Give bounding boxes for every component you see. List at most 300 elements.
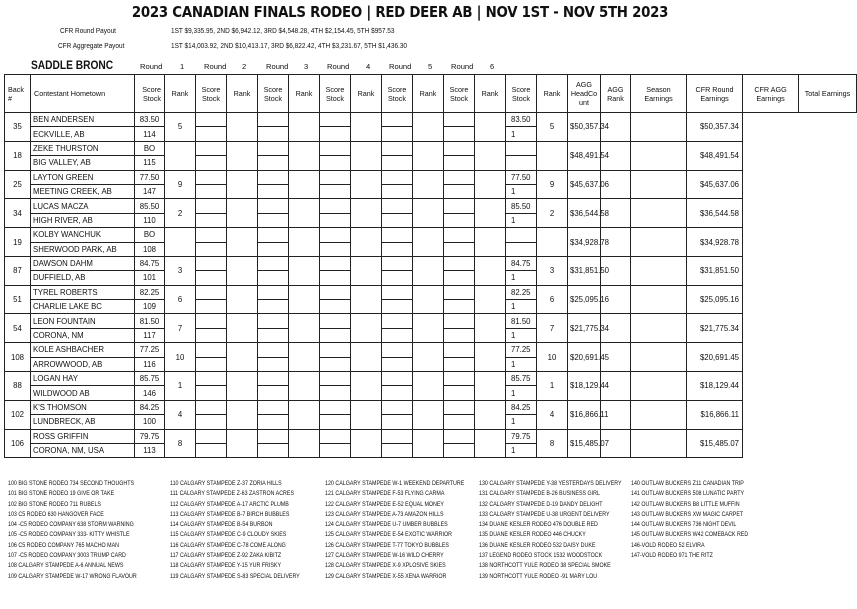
- round5-score: [382, 400, 413, 414]
- round2-score: [196, 113, 227, 127]
- contestant-hometown: CORONA, NM: [31, 328, 135, 342]
- round3-rank: [289, 141, 320, 170]
- round5-stock: [382, 242, 413, 256]
- round3-stock: [258, 184, 289, 198]
- round6-stock: [444, 271, 475, 285]
- round6-rank: [475, 343, 506, 372]
- back-number: 54: [5, 314, 31, 343]
- back-number: 51: [5, 285, 31, 314]
- contestant-hometown: CORONA, NM, USA: [31, 443, 135, 457]
- round2-score: [196, 314, 227, 328]
- round4-rank: [351, 314, 382, 343]
- agg-score: 85.50: [506, 199, 537, 213]
- round3-rank: [289, 343, 320, 372]
- total-earnings: $48,491.54: [687, 141, 743, 170]
- round1-stock: 115: [135, 156, 165, 170]
- round4-stock: [320, 156, 351, 170]
- agg-rank: 8: [537, 429, 568, 458]
- round2-rank: [227, 343, 258, 372]
- stock-legend-item: 123 CALGARY STAMPEDE A-73 AMAZON HILLS: [325, 510, 444, 518]
- agg-rank: 10: [537, 343, 568, 372]
- round4-score: [320, 199, 351, 213]
- round6-score: [444, 400, 475, 414]
- stock-legend-item: 136 DUANE KESLER RODEO 532 DAISY DUKE: [479, 541, 596, 549]
- round6-score: [444, 141, 475, 155]
- cfr-agg-earnings: [631, 343, 687, 372]
- round6-score: [444, 113, 475, 127]
- table-row: [5, 113, 857, 127]
- round4-stock: [320, 386, 351, 400]
- round2-stock: [196, 328, 227, 342]
- stock-legend-item: 100 BIG STONE RODEO 734 SECOND THOUGHTS: [8, 480, 135, 487]
- round6-stock: [444, 127, 475, 141]
- agg-count: 1: [506, 184, 537, 198]
- round5-rank: [413, 141, 444, 170]
- round5-score: [382, 429, 413, 443]
- round5-stock: [382, 386, 413, 400]
- round3-stock: [258, 300, 289, 314]
- round4-rank: [351, 141, 382, 170]
- round2-rank: [227, 141, 258, 170]
- round-label: Round: [204, 62, 227, 71]
- round3-score: [258, 314, 289, 328]
- round6-stock: [444, 242, 475, 256]
- back-number: 19: [5, 228, 31, 257]
- stock-legend-column: [631, 479, 748, 561]
- season-earnings: $20,691.45: [568, 343, 601, 372]
- round6-stock: [444, 328, 475, 342]
- season-earnings: $48,491.54: [568, 141, 601, 170]
- table-row: [5, 228, 857, 242]
- round2-stock: [196, 357, 227, 371]
- agg-score: [506, 228, 537, 242]
- stock-legend-item: 137 LEGEND RODEO STOCK 1532 WOODSTOCK: [479, 552, 603, 560]
- round5-rank: [413, 256, 444, 285]
- stock-legend-item: 132 CALGARY STAMPEDE D-19 DANDY DELIGHT: [479, 500, 603, 508]
- header-score-stock: Score Stock: [382, 75, 413, 113]
- round2-rank: [227, 256, 258, 285]
- stock-legend-item: 133 CALGARY STAMPEDE U-38 URGENT DELIVERY: [479, 510, 610, 518]
- round6-stock: [444, 415, 475, 429]
- agg-count: 1: [506, 213, 537, 227]
- contestant-name: ZEKE THURSTON: [31, 141, 135, 155]
- round-payout-value: 1ST $9,335.95, 2ND $6,942.12, 3RD $4,548.28, 4TH $2,154.45, 5TH $957.53: [171, 26, 395, 35]
- round3-rank: [289, 170, 320, 199]
- round3-score: [258, 256, 289, 270]
- stock-legend-item: 102 BIG STONE RODEO 711 RUBELS: [8, 500, 101, 508]
- round5-rank: [413, 170, 444, 199]
- round1-rank: 10: [165, 343, 196, 372]
- round4-stock: [320, 443, 351, 457]
- round6-rank: [475, 429, 506, 458]
- round2-score: [196, 285, 227, 299]
- season-earnings: $18,129.44: [568, 372, 601, 401]
- contestant-hometown: MEETING CREEK, AB: [31, 184, 135, 198]
- agg-rank: [537, 228, 568, 257]
- round3-score: [258, 199, 289, 213]
- round6-rank: [475, 113, 506, 142]
- round-payout-label: CFR Round Payout: [60, 26, 116, 35]
- round2-rank: [227, 429, 258, 458]
- round6-rank: [475, 256, 506, 285]
- season-earnings: $50,357.34: [568, 113, 601, 142]
- round5-rank: [413, 199, 444, 228]
- table-row: [5, 141, 857, 155]
- cfr-agg-earnings: [631, 372, 687, 401]
- round2-stock: [196, 386, 227, 400]
- stock-legend-item: 122 CALGARY STAMPEDE E-52 EQUAL MONEY: [325, 500, 444, 508]
- results-table: [4, 74, 857, 458]
- stock-legend-item: 129 CALGARY STAMPEDE X-55 XENA WARRIOR: [325, 572, 447, 580]
- cfr-agg-earnings: [631, 228, 687, 257]
- round6-score: [444, 429, 475, 443]
- round3-stock: [258, 242, 289, 256]
- contestant-hometown: LUNDBRECK, AB: [31, 415, 135, 429]
- total-earnings: $31,851.50: [687, 256, 743, 285]
- round4-stock: [320, 415, 351, 429]
- round1-score: 84.75: [135, 256, 165, 270]
- header-cfr-round-earnings: CFR Round Earnings: [687, 75, 743, 113]
- round2-score: [196, 400, 227, 414]
- stock-legend-item: 118 CALGARY STAMPEDE Y-15 YUR FRISKY: [170, 562, 282, 570]
- round4-score: [320, 170, 351, 184]
- stock-legend-item: 107 -C5 RODEO COMPANY 3003 TRUMP CARD: [8, 552, 126, 560]
- round4-score: [320, 141, 351, 155]
- stock-legend-item: 130 CALGARY STAMPEDE Y-38 YESTERDAYS DELIVERY: [479, 480, 622, 487]
- header-score-stock: Score Stock: [506, 75, 537, 113]
- contestant-name: ROSS GRIFFIN: [31, 429, 135, 443]
- stock-legend-item: 134 DUANE KESLER RODEO 476 DOUBLE RED: [479, 521, 598, 529]
- contestant-hometown: CHARLIE LAKE BC: [31, 300, 135, 314]
- round5-score: [382, 113, 413, 127]
- agg-rank: 4: [537, 400, 568, 429]
- round1-score: 85.75: [135, 372, 165, 386]
- round3-score: [258, 429, 289, 443]
- round3-rank: [289, 285, 320, 314]
- contestant-hometown: DUFFIELD, AB: [31, 271, 135, 285]
- round5-rank: [413, 429, 444, 458]
- round6-rank: [475, 400, 506, 429]
- round2-stock: [196, 271, 227, 285]
- contestant-hometown: HIGH RIVER, AB: [31, 213, 135, 227]
- round4-stock: [320, 300, 351, 314]
- round3-score: [258, 228, 289, 242]
- round4-score: [320, 256, 351, 270]
- round4-stock: [320, 328, 351, 342]
- cfr-agg-earnings: [631, 429, 687, 458]
- round1-stock: 147: [135, 184, 165, 198]
- round3-rank: [289, 400, 320, 429]
- total-earnings: $45,637.06: [687, 170, 743, 199]
- round1-stock: 101: [135, 271, 165, 285]
- round1-rank: 9: [165, 170, 196, 199]
- results-body: [5, 113, 857, 458]
- round5-stock: [382, 271, 413, 285]
- stock-legend-item: 138 NORTHCOTT YULE RODEO 38 SPECIAL SMOKE: [479, 562, 611, 570]
- round2-score: [196, 141, 227, 155]
- round2-score: [196, 429, 227, 443]
- round6-score: [444, 314, 475, 328]
- agg-count: 1: [506, 357, 537, 371]
- round3-rank: [289, 256, 320, 285]
- round6-stock: [444, 300, 475, 314]
- header-contestant: Contestant Hometown: [31, 75, 135, 113]
- round5-score: [382, 372, 413, 386]
- contestant-hometown: ARROWWOOD, AB: [31, 357, 135, 371]
- round1-rank: 7: [165, 314, 196, 343]
- round5-score: [382, 141, 413, 155]
- contestant-hometown: WILDWOOD AB: [31, 386, 135, 400]
- stock-legend-item: 120 CALGARY STAMPEDE W-1 WEEKEND DEPARTURE: [325, 480, 465, 487]
- header-rank: Rank: [413, 75, 444, 113]
- agg-count: 1: [506, 443, 537, 457]
- round1-rank: 1: [165, 372, 196, 401]
- agg-rank: 1: [537, 372, 568, 401]
- season-earnings: $25,095.16: [568, 285, 601, 314]
- round4-rank: [351, 372, 382, 401]
- round1-stock: 108: [135, 242, 165, 256]
- agg-count: 1: [506, 415, 537, 429]
- round2-rank: [227, 228, 258, 257]
- contestant-name: KOLE ASHBACHER: [31, 343, 135, 357]
- round5-rank: [413, 314, 444, 343]
- round1-rank: 6: [165, 285, 196, 314]
- stock-legend-item: 105 -C5 RODEO COMPANY 333- KITTY WHISTLE: [8, 531, 130, 539]
- cfr-agg-earnings: [631, 199, 687, 228]
- round3-score: [258, 285, 289, 299]
- total-earnings: $15,485.07: [687, 429, 743, 458]
- cfr-agg-earnings: [631, 256, 687, 285]
- contestant-name: LOGAN HAY: [31, 372, 135, 386]
- round-label: Round: [451, 62, 474, 71]
- round4-score: [320, 113, 351, 127]
- round1-rank: 3: [165, 256, 196, 285]
- agg-count: 1: [506, 328, 537, 342]
- stock-legend-item: 125 CALGARY STAMPEDE E-54 EXOTIC WARRIOR: [325, 531, 452, 539]
- header-row: [5, 75, 857, 113]
- header-back: Back #: [5, 75, 31, 113]
- agg-score: 79.75: [506, 429, 537, 443]
- contestant-name: BEN ANDERSEN: [31, 113, 135, 127]
- round6-score: [444, 343, 475, 357]
- round4-rank: [351, 199, 382, 228]
- stock-legend-item: 142 OUTLAW BUCKERS B8 LITTLE MUFFIN: [631, 500, 740, 508]
- agg-score: 81.50: [506, 314, 537, 328]
- contestant-hometown: BIG VALLEY, AB: [31, 156, 135, 170]
- cfr-agg-earnings: [631, 314, 687, 343]
- stock-legend-item: 108 CALGARY STAMPEDE A-6 ANNUAL NEWS: [8, 562, 124, 570]
- round3-rank: [289, 228, 320, 257]
- round6-score: [444, 228, 475, 242]
- round1-score: 83.50: [135, 113, 165, 127]
- round1-score: 85.50: [135, 199, 165, 213]
- round5-stock: [382, 213, 413, 227]
- round6-score: [444, 256, 475, 270]
- round3-score: [258, 343, 289, 357]
- round3-stock: [258, 156, 289, 170]
- stock-legend-item: 111 CALGARY STAMPEDE Z-63 ZASTRON ACRES: [170, 490, 295, 498]
- contestant-name: DAWSON DAHM: [31, 256, 135, 270]
- header-rank: Rank: [351, 75, 382, 113]
- round1-stock: 113: [135, 443, 165, 457]
- header-season-earnings: Season Earnings: [631, 75, 687, 113]
- stock-legend-item: 127 CALGARY STAMPEDE W-16 WILD CHERRY: [325, 552, 444, 560]
- round4-score: [320, 429, 351, 443]
- round1-stock: 116: [135, 357, 165, 371]
- back-number: 18: [5, 141, 31, 170]
- round6-rank: [475, 314, 506, 343]
- page-title: 2023 CANADIAN FINALS RODEO | RED DEER AB | NOV 1ST - NOV 5TH 2023: [131, 3, 669, 21]
- agg-rank: [537, 141, 568, 170]
- round1-score: BO: [135, 141, 165, 155]
- round2-rank: [227, 372, 258, 401]
- total-earnings: $25,095.16: [687, 285, 743, 314]
- round5-score: [382, 228, 413, 242]
- round2-stock: [196, 127, 227, 141]
- round6-rank: [475, 141, 506, 170]
- cfr-agg-earnings: [631, 170, 687, 199]
- stock-legend-item: 121 CALGARY STAMPEDE F-53 FLYING CARMA: [325, 490, 445, 498]
- agg-count: 1: [506, 271, 537, 285]
- round4-stock: [320, 127, 351, 141]
- agg-rank: 7: [537, 314, 568, 343]
- round6-stock: [444, 156, 475, 170]
- round5-stock: [382, 184, 413, 198]
- aggregate-payout-label: CFR Aggregate Payout: [58, 41, 125, 50]
- header-cfr-agg-earnings: CFR AGG Earnings: [743, 75, 799, 113]
- stock-legend-item: 116 CALGARY STAMPEDE C-78 COME ALONG: [170, 541, 286, 549]
- round2-score: [196, 228, 227, 242]
- round5-score: [382, 285, 413, 299]
- table-row: [5, 314, 857, 328]
- round3-stock: [258, 271, 289, 285]
- round2-stock: [196, 184, 227, 198]
- agg-count: 1: [506, 127, 537, 141]
- season-earnings: $21,775.34: [568, 314, 601, 343]
- stock-legend-column: [170, 479, 300, 582]
- header-rank: Rank: [537, 75, 568, 113]
- round5-stock: [382, 156, 413, 170]
- round1-rank: [165, 228, 196, 257]
- round2-stock: [196, 443, 227, 457]
- stock-legend-column: [8, 479, 137, 582]
- round4-stock: [320, 357, 351, 371]
- agg-rank: 6: [537, 285, 568, 314]
- season-earnings: $34,928.78: [568, 228, 601, 257]
- round2-stock: [196, 300, 227, 314]
- agg-score: [506, 141, 537, 155]
- contestant-hometown: ECKVILLE, AB: [31, 127, 135, 141]
- round4-stock: [320, 242, 351, 256]
- round6-rank: [475, 285, 506, 314]
- round5-stock: [382, 127, 413, 141]
- round2-stock: [196, 213, 227, 227]
- round6-rank: [475, 170, 506, 199]
- round3-stock: [258, 127, 289, 141]
- contestant-name: LAYTON GREEN: [31, 170, 135, 184]
- round4-rank: [351, 256, 382, 285]
- round6-rank: [475, 228, 506, 257]
- round3-score: [258, 372, 289, 386]
- round-label: Round: [327, 62, 350, 71]
- round2-rank: [227, 400, 258, 429]
- round1-score: 81.50: [135, 314, 165, 328]
- stock-legend-item: 104 -C5 RODEO COMPANY 638 STORM WARNING: [8, 521, 134, 529]
- aggregate-payout-value: 1ST $14,003.92, 2ND $10,413.17, 3RD $6,822.42, 4TH $3,231.67, 5TH $1,436.30: [171, 41, 408, 50]
- round-number: 1: [180, 62, 185, 71]
- round3-rank: [289, 199, 320, 228]
- round6-score: [444, 372, 475, 386]
- round2-score: [196, 256, 227, 270]
- table-row: [5, 372, 857, 386]
- agg-score: 85.75: [506, 372, 537, 386]
- round3-score: [258, 141, 289, 155]
- round3-stock: [258, 213, 289, 227]
- total-earnings: $50,357.34: [687, 113, 743, 142]
- round5-rank: [413, 113, 444, 142]
- round3-score: [258, 170, 289, 184]
- stock-legend-item: 143 OUTLAW BUCKERS XW MAGIC CARPET: [631, 510, 744, 518]
- round2-rank: [227, 199, 258, 228]
- table-row: [5, 285, 857, 299]
- round1-rank: 4: [165, 400, 196, 429]
- total-earnings: $20,691.45: [687, 343, 743, 372]
- round3-stock: [258, 443, 289, 457]
- round-label: Round: [140, 62, 163, 71]
- season-earnings: $31,851.50: [568, 256, 601, 285]
- round2-score: [196, 343, 227, 357]
- stock-legend-item: 115 CALGARY STAMPEDE C-9 CLOUDY SKIES: [170, 531, 287, 539]
- table-row: [5, 170, 857, 184]
- cfr-agg-earnings: [631, 285, 687, 314]
- season-earnings: $45,637.06: [568, 170, 601, 199]
- round5-rank: [413, 372, 444, 401]
- agg-count: 1: [506, 300, 537, 314]
- header-agg-rank: AGG Rank: [601, 75, 631, 113]
- round6-rank: [475, 372, 506, 401]
- agg-score: 84.25: [506, 400, 537, 414]
- agg-count: [506, 156, 537, 170]
- agg-rank: 3: [537, 256, 568, 285]
- round-number: 4: [366, 62, 371, 71]
- contestant-name: KOLBY WANCHUK: [31, 228, 135, 242]
- round2-stock: [196, 415, 227, 429]
- round-number: 3: [304, 62, 309, 71]
- round5-score: [382, 343, 413, 357]
- table-row: [5, 256, 857, 270]
- round2-stock: [196, 242, 227, 256]
- round3-rank: [289, 314, 320, 343]
- round3-stock: [258, 386, 289, 400]
- table-row: [5, 400, 857, 414]
- round-number: 5: [428, 62, 433, 71]
- cfr-agg-earnings: [631, 113, 687, 142]
- round1-stock: 100: [135, 415, 165, 429]
- round3-score: [258, 113, 289, 127]
- round1-stock: 117: [135, 328, 165, 342]
- total-earnings: $16,866.11: [687, 400, 743, 429]
- header-score-stock: Score Stock: [196, 75, 227, 113]
- stock-legend-item: 113 CALGARY STAMPEDE B-7 BIRCH BUBBLES: [170, 510, 290, 518]
- round4-rank: [351, 429, 382, 458]
- round6-stock: [444, 184, 475, 198]
- total-earnings: $34,928.78: [687, 228, 743, 257]
- round6-stock: [444, 213, 475, 227]
- round6-score: [444, 199, 475, 213]
- stock-legend-item: 139 NORTHCOTT YULE RODEO -91 MARY LOU: [479, 572, 598, 580]
- round4-score: [320, 314, 351, 328]
- stock-legend-column: [479, 479, 622, 582]
